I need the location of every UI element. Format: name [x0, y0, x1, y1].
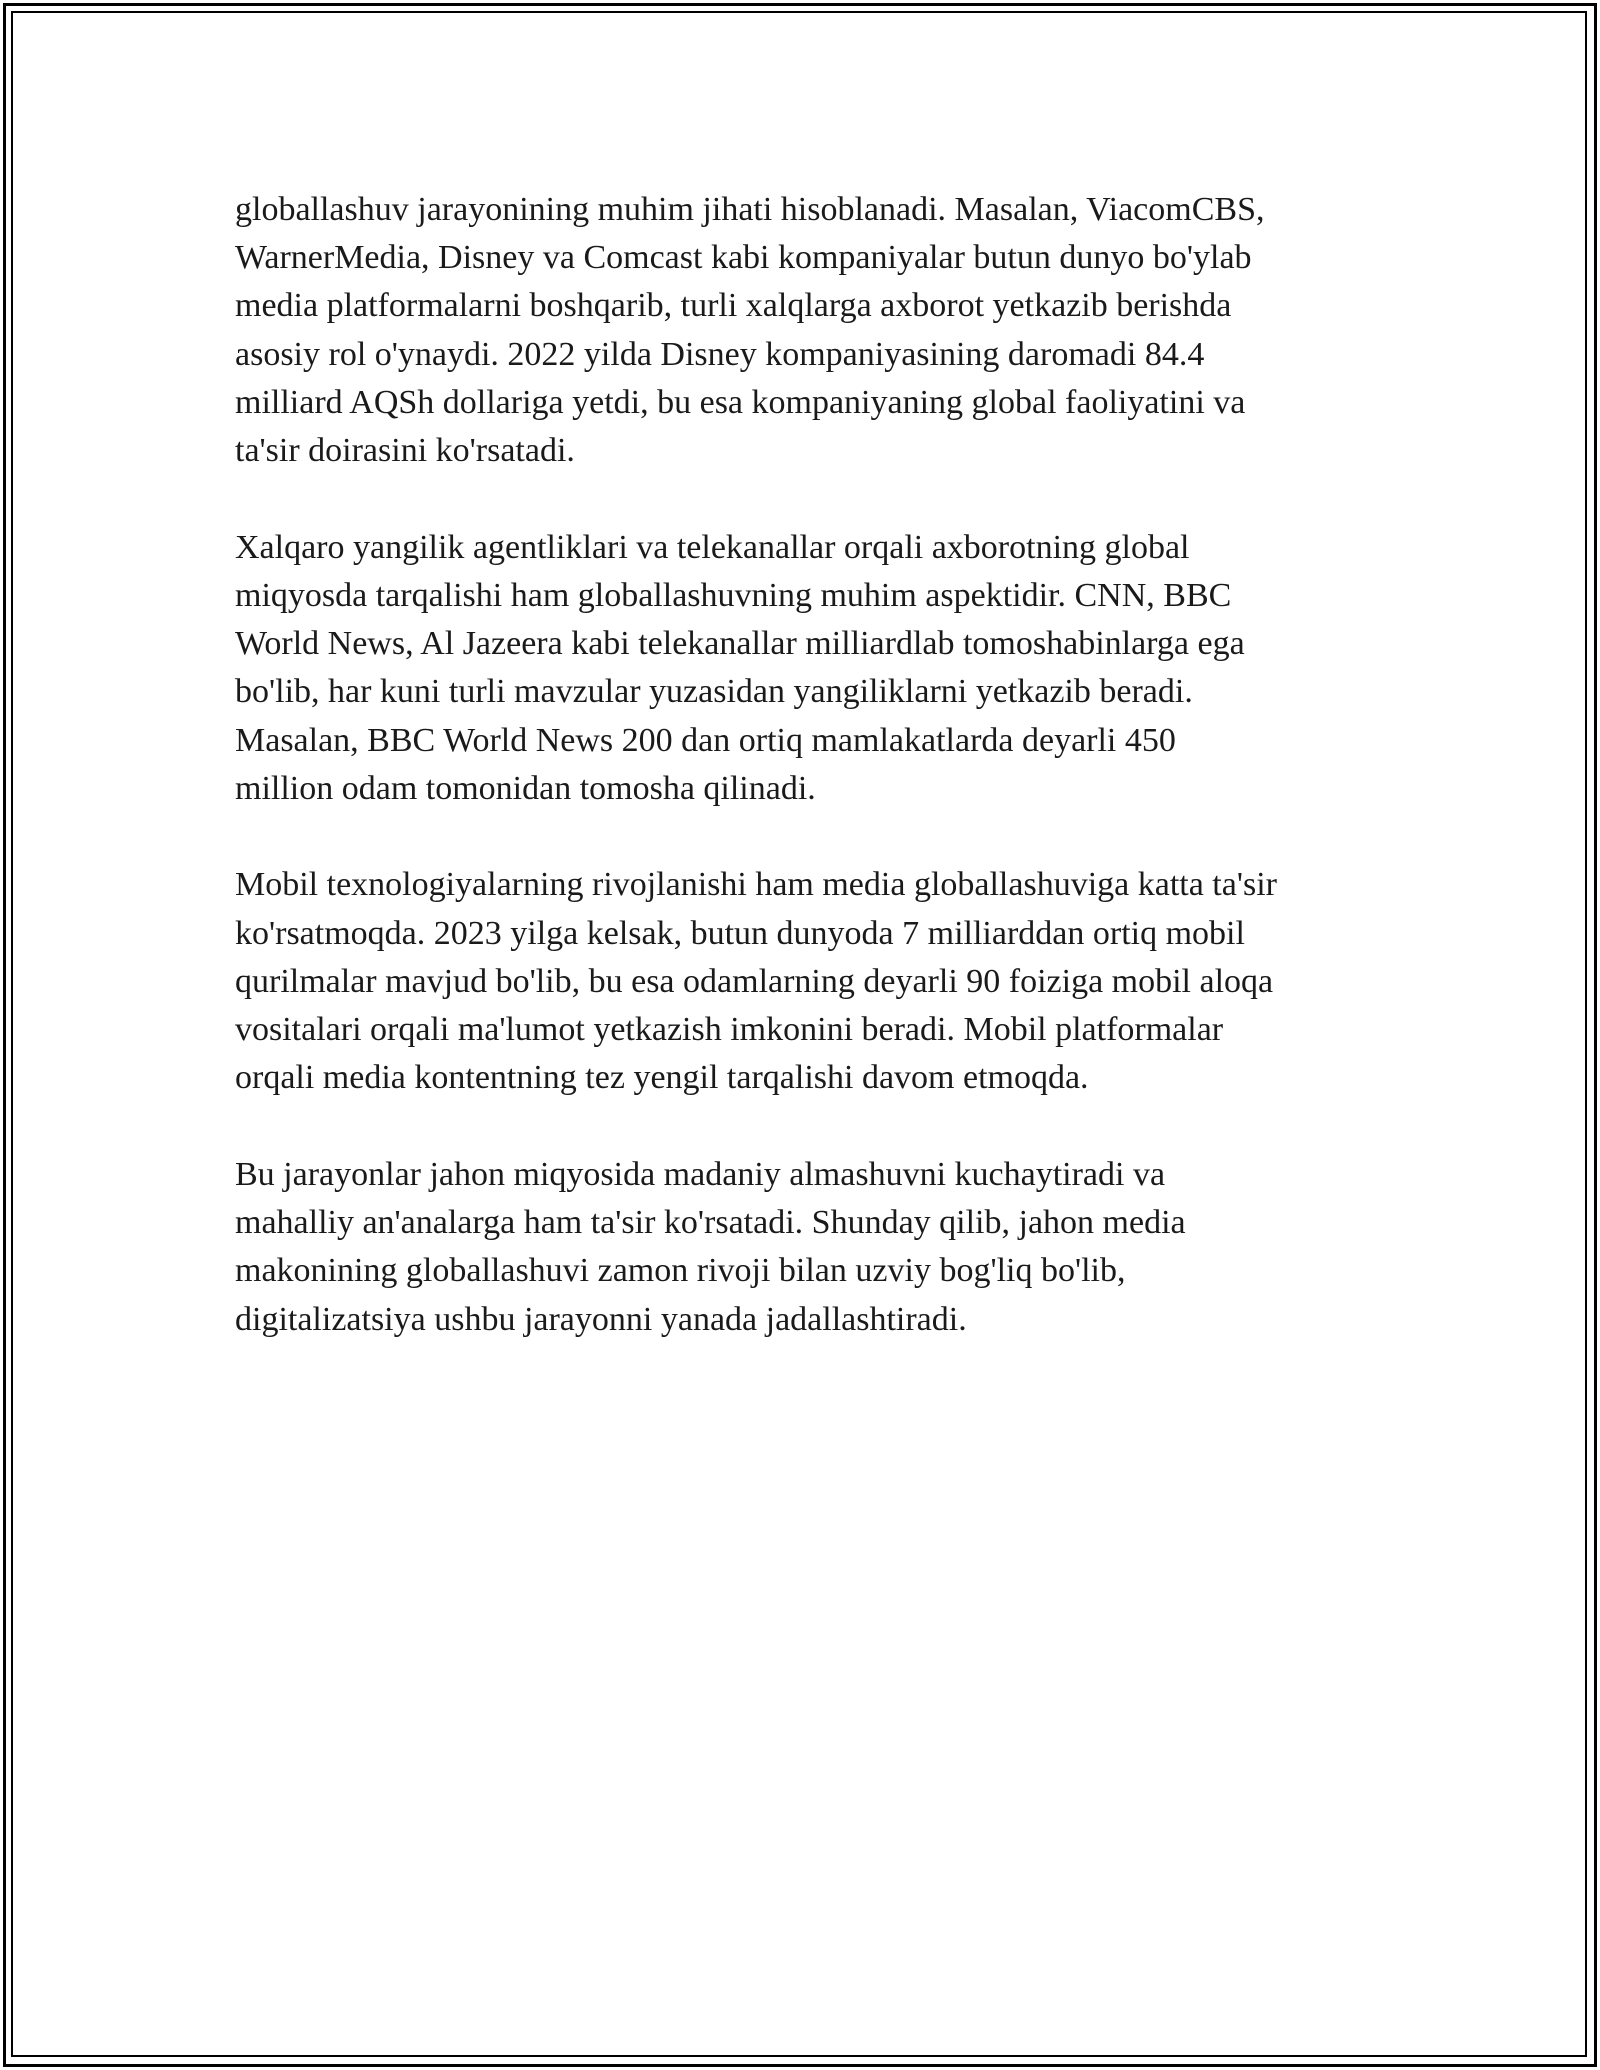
text-line: ta'sir doirasini ko'rsatadi.: [235, 432, 575, 470]
text-line: million odam tomonidan tomosha qilinadi.: [235, 769, 816, 807]
text-line: WarnerMedia, Disney va Comcast kabi kompaniyalar butun dunyo bo'ylab: [235, 239, 1252, 277]
document-body: [235, 186, 1365, 1392]
paragraph-conclusion: [235, 1151, 1365, 1344]
text-line: milliard AQSh dollariga yetdi, bu esa kompaniyaning global faoliyatini va: [235, 383, 1246, 421]
text-line: vositalari orqali ma'lumot yetkazish imkonini beradi. Mobil platformalar: [235, 1011, 1224, 1049]
text-line: makonining globallashuvi zamon rivoji bilan uzviy bog'liq bo'lib,: [235, 1252, 1126, 1290]
text-line: Mobil texnologiyalarning rivojlanishi ham media globallashuviga katta ta'sir: [235, 866, 1277, 904]
text-line: Xalqaro yangilik agentliklari va telekanallar orqali axborotning global: [235, 528, 1190, 566]
text-line: miqyosda tarqalishi ham globallashuvning muhim aspektidir. CNN, BBC: [235, 576, 1232, 614]
paragraph-mobile-technologies: [235, 861, 1365, 1102]
text-line: mahalliy an'analarga ham ta'sir ko'rsatadi. Shunday qilib, jahon media: [235, 1204, 1186, 1242]
text-line: media platformalarni boshqarib, turli xalqlarga axborot yetkazib berishda: [235, 287, 1232, 325]
text-line: bo'lib, har kuni turli mavzular yuzasidan yangiliklarni yetkazib beradi.: [235, 673, 1193, 711]
text-line: orqali media kontentning tez yengil tarqalishi davom etmoqda.: [235, 1059, 1089, 1097]
text-line: World News, Al Jazeera kabi telekanallar milliardlab tomoshabinlarga ega: [235, 625, 1245, 663]
text-line: Bu jarayonlar jahon miqyosida madaniy almashuvni kuchaytiradi va: [235, 1155, 1166, 1193]
text-line: ko'rsatmoqda. 2023 yilga kelsak, butun dunyoda 7 milliarddan ortiq mobil: [235, 914, 1245, 952]
text-line: digitalizatsiya ushbu jarayonni yanada jadallashtiradi.: [235, 1300, 967, 1338]
text-line: globallashuv jarayonining muhim jihati hisoblanadi. Masalan, ViacomCBS,: [235, 191, 1265, 228]
text-line: Masalan, BBC World News 200 dan ortiq mamlakatlarda deyarli 450: [235, 721, 1176, 759]
text-line: qurilmalar mavjud bo'lib, bu esa odamlarning deyarli 90 foiziga mobil aloqa: [235, 962, 1274, 1000]
paragraph-news-agencies: [235, 524, 1365, 813]
paragraph-media-corporations: [235, 186, 1365, 475]
text-line: asosiy rol o'ynaydi. 2022 yilda Disney kompaniyasining daromadi 84.4: [235, 335, 1205, 373]
